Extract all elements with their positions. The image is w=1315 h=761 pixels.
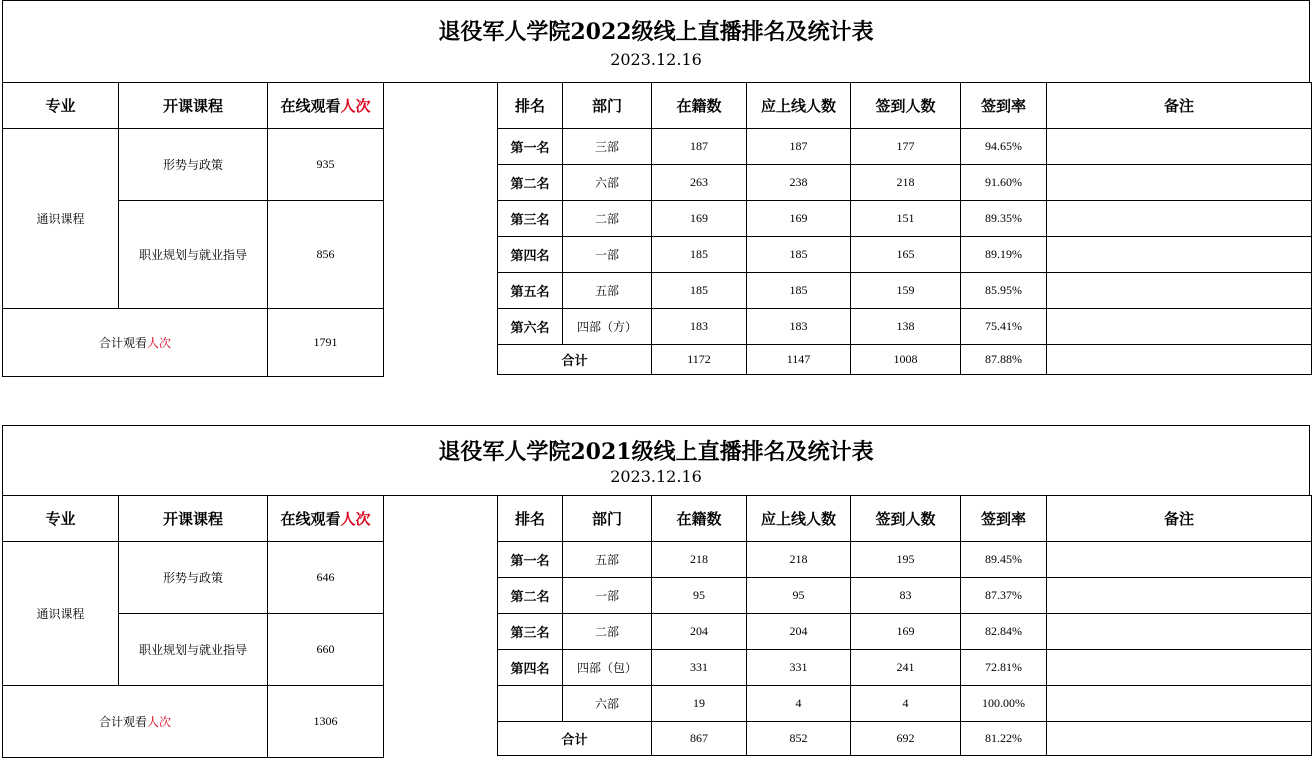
signed-cell: 195 bbox=[851, 542, 961, 578]
total-expected: 852 bbox=[747, 722, 851, 756]
signed-cell: 159 bbox=[851, 273, 961, 309]
rate-cell: 89.19% bbox=[961, 237, 1047, 273]
title-box bbox=[2, 425, 1310, 496]
header-major: 专业 bbox=[3, 83, 119, 129]
report-date: 2023.12.16 bbox=[610, 467, 702, 486]
total-row bbox=[498, 345, 1312, 375]
enrolled-cell: 218 bbox=[652, 542, 747, 578]
note-cell bbox=[1047, 309, 1312, 345]
total-watch-count: 1306 bbox=[268, 686, 384, 758]
enrolled-cell: 183 bbox=[652, 309, 747, 345]
rank-cell bbox=[498, 686, 563, 722]
report-title: 退役军人学院2021级线上直播排名及统计表 bbox=[438, 439, 874, 465]
rank-cell: 第一名 bbox=[498, 542, 563, 578]
enrolled-cell: 169 bbox=[652, 201, 747, 237]
note-cell bbox=[1047, 237, 1312, 273]
signed-cell: 218 bbox=[851, 165, 961, 201]
header-signed: 签到人数 bbox=[851, 496, 961, 542]
rank-cell: 第二名 bbox=[498, 578, 563, 614]
note-cell bbox=[1047, 542, 1312, 578]
dept-cell: 三部 bbox=[563, 129, 652, 165]
ranking-table bbox=[497, 495, 1312, 756]
expected-cell: 204 bbox=[747, 614, 851, 650]
total-label: 合计 bbox=[498, 722, 652, 756]
dept-cell: 五部 bbox=[563, 273, 652, 309]
enrolled-cell: 204 bbox=[652, 614, 747, 650]
expected-cell: 185 bbox=[747, 273, 851, 309]
enrolled-cell: 263 bbox=[652, 165, 747, 201]
course-count: 660 bbox=[268, 614, 384, 686]
header-course: 开课课程 bbox=[119, 496, 268, 542]
rate-cell: 89.35% bbox=[961, 201, 1047, 237]
total-watch-label: 合计观看人次 bbox=[3, 686, 268, 758]
expected-cell: 238 bbox=[747, 165, 851, 201]
total-rate: 87.88% bbox=[961, 345, 1047, 375]
header-watch: 在线观看人次 bbox=[268, 83, 384, 129]
signed-cell: 138 bbox=[851, 309, 961, 345]
table-row bbox=[498, 542, 1312, 578]
course-watch-table bbox=[2, 82, 384, 377]
report-title: 退役军人学院2022级线上直播排名及统计表 bbox=[438, 19, 874, 45]
course-name: 形势与政策 bbox=[119, 129, 268, 201]
header-major: 专业 bbox=[3, 496, 119, 542]
table-row bbox=[498, 237, 1312, 273]
header-rate: 签到率 bbox=[961, 496, 1047, 542]
table-row bbox=[498, 650, 1312, 686]
rank-cell: 第五名 bbox=[498, 273, 563, 309]
total-watch-label: 合计观看人次 bbox=[3, 309, 268, 377]
total-rate: 81.22% bbox=[961, 722, 1047, 756]
expected-cell: 4 bbox=[747, 686, 851, 722]
table-row bbox=[498, 273, 1312, 309]
rate-cell: 85.95% bbox=[961, 273, 1047, 309]
expected-cell: 183 bbox=[747, 309, 851, 345]
table-row bbox=[498, 578, 1312, 614]
rank-cell: 第六名 bbox=[498, 309, 563, 345]
note-cell bbox=[1047, 650, 1312, 686]
title-box bbox=[2, 0, 1310, 83]
report-date: 2023.12.16 bbox=[610, 50, 702, 69]
total-label: 合计 bbox=[498, 345, 652, 375]
header-note: 备注 bbox=[1047, 496, 1312, 542]
signed-cell: 169 bbox=[851, 614, 961, 650]
header-note: 备注 bbox=[1047, 83, 1312, 129]
course-count: 646 bbox=[268, 542, 384, 614]
total-signed: 1008 bbox=[851, 345, 961, 375]
major-cell: 通识课程 bbox=[3, 542, 119, 686]
table-row bbox=[498, 686, 1312, 722]
rate-cell: 87.37% bbox=[961, 578, 1047, 614]
rank-cell: 第四名 bbox=[498, 650, 563, 686]
report-2021 bbox=[0, 425, 1315, 761]
course-name: 形势与政策 bbox=[119, 542, 268, 614]
rate-cell: 91.60% bbox=[961, 165, 1047, 201]
rate-cell: 89.45% bbox=[961, 542, 1047, 578]
header-signed: 签到人数 bbox=[851, 83, 961, 129]
header-rank: 排名 bbox=[498, 496, 563, 542]
header-expected: 应上线人数 bbox=[747, 83, 851, 129]
rate-cell: 100.00% bbox=[961, 686, 1047, 722]
expected-cell: 218 bbox=[747, 542, 851, 578]
total-enrolled: 1172 bbox=[652, 345, 747, 375]
signed-cell: 151 bbox=[851, 201, 961, 237]
enrolled-cell: 185 bbox=[652, 237, 747, 273]
signed-cell: 83 bbox=[851, 578, 961, 614]
rate-cell: 82.84% bbox=[961, 614, 1047, 650]
note-cell bbox=[1047, 614, 1312, 650]
header-expected: 应上线人数 bbox=[747, 496, 851, 542]
enrolled-cell: 187 bbox=[652, 129, 747, 165]
signed-cell: 177 bbox=[851, 129, 961, 165]
header-course: 开课课程 bbox=[119, 83, 268, 129]
dept-cell: 一部 bbox=[563, 578, 652, 614]
rate-cell: 75.41% bbox=[961, 309, 1047, 345]
dept-cell: 二部 bbox=[563, 614, 652, 650]
header-enrolled: 在籍数 bbox=[652, 496, 747, 542]
rank-cell: 第一名 bbox=[498, 129, 563, 165]
expected-cell: 95 bbox=[747, 578, 851, 614]
note-cell bbox=[1047, 201, 1312, 237]
dept-cell: 一部 bbox=[563, 237, 652, 273]
note-cell bbox=[1047, 165, 1312, 201]
note-cell bbox=[1047, 273, 1312, 309]
enrolled-cell: 185 bbox=[652, 273, 747, 309]
header-watch: 在线观看人次 bbox=[268, 496, 384, 542]
signed-cell: 241 bbox=[851, 650, 961, 686]
enrolled-cell: 19 bbox=[652, 686, 747, 722]
header-dept: 部门 bbox=[563, 496, 652, 542]
total-expected: 1147 bbox=[747, 345, 851, 375]
table-row bbox=[498, 129, 1312, 165]
report-2022 bbox=[0, 0, 1315, 380]
course-count: 856 bbox=[268, 201, 384, 309]
rank-cell: 第四名 bbox=[498, 237, 563, 273]
rank-cell: 第三名 bbox=[498, 201, 563, 237]
expected-cell: 169 bbox=[747, 201, 851, 237]
header-rate: 签到率 bbox=[961, 83, 1047, 129]
rank-cell: 第三名 bbox=[498, 614, 563, 650]
total-watch-count: 1791 bbox=[268, 309, 384, 377]
note-cell bbox=[1047, 129, 1312, 165]
dept-cell: 四部（方） bbox=[563, 309, 652, 345]
total-note bbox=[1047, 345, 1312, 375]
rate-cell: 72.81% bbox=[961, 650, 1047, 686]
dept-cell: 六部 bbox=[563, 165, 652, 201]
total-enrolled: 867 bbox=[652, 722, 747, 756]
table-row bbox=[498, 201, 1312, 237]
table-row bbox=[498, 309, 1312, 345]
ranking-table bbox=[497, 82, 1312, 375]
dept-cell: 四部（包） bbox=[563, 650, 652, 686]
signed-cell: 165 bbox=[851, 237, 961, 273]
expected-cell: 187 bbox=[747, 129, 851, 165]
course-name: 职业规划与就业指导 bbox=[119, 614, 268, 686]
header-rank: 排名 bbox=[498, 83, 563, 129]
total-note bbox=[1047, 722, 1312, 756]
table-row bbox=[498, 614, 1312, 650]
header-enrolled: 在籍数 bbox=[652, 83, 747, 129]
total-signed: 692 bbox=[851, 722, 961, 756]
enrolled-cell: 331 bbox=[652, 650, 747, 686]
total-row bbox=[498, 722, 1312, 756]
rate-cell: 94.65% bbox=[961, 129, 1047, 165]
signed-cell: 4 bbox=[851, 686, 961, 722]
enrolled-cell: 95 bbox=[652, 578, 747, 614]
course-count: 935 bbox=[268, 129, 384, 201]
major-cell: 通识课程 bbox=[3, 129, 119, 309]
expected-cell: 185 bbox=[747, 237, 851, 273]
course-name: 职业规划与就业指导 bbox=[119, 201, 268, 309]
note-cell bbox=[1047, 578, 1312, 614]
header-dept: 部门 bbox=[563, 83, 652, 129]
note-cell bbox=[1047, 686, 1312, 722]
course-watch-table bbox=[2, 495, 384, 758]
dept-cell: 二部 bbox=[563, 201, 652, 237]
dept-cell: 五部 bbox=[563, 542, 652, 578]
expected-cell: 331 bbox=[747, 650, 851, 686]
table-row bbox=[498, 165, 1312, 201]
dept-cell: 六部 bbox=[563, 686, 652, 722]
rank-cell: 第二名 bbox=[498, 165, 563, 201]
